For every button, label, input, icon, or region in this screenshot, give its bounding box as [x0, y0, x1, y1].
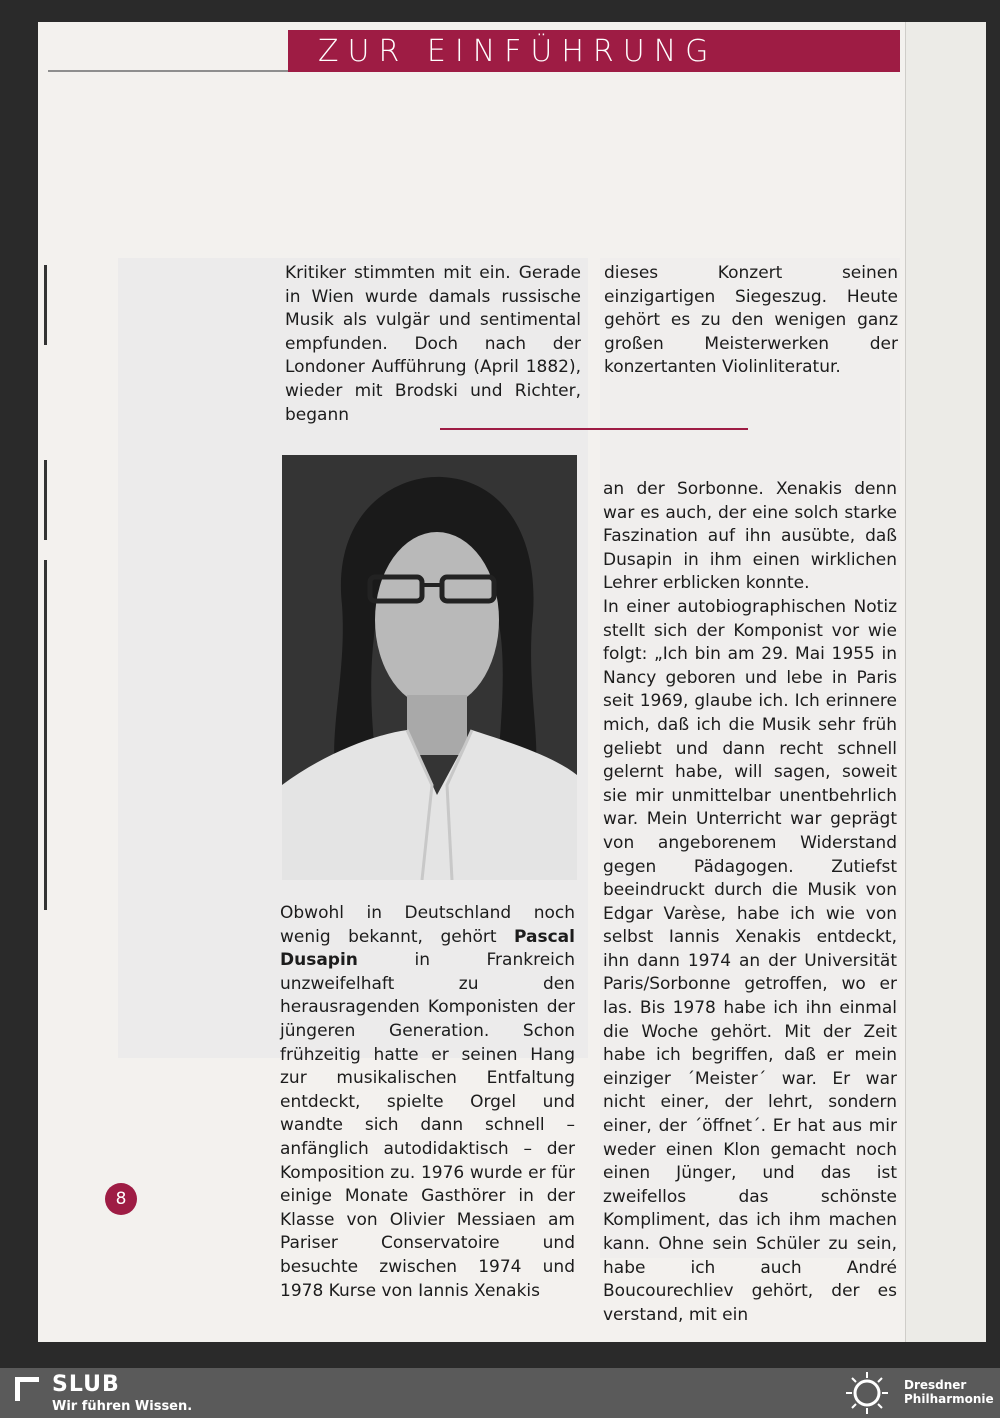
composer-name: Pascal Dusapin [280, 926, 575, 971]
section-divider [440, 428, 748, 430]
section-title: ZUR EINFÜHRUNG [318, 33, 718, 69]
binding-mark [44, 460, 47, 540]
philharmonie-line1: Dresdner [904, 1378, 967, 1392]
paragraph: dieses Konzert seinen einzigartigen Siegeszug. Heute gehört es zu den wenigen ganz großen Meisterwerken der konzertanten Violinliteratur. [604, 263, 898, 378]
page-number: 8 [105, 1183, 137, 1215]
column-right-top [604, 262, 898, 380]
binding-mark [44, 560, 47, 910]
philharmonie-logo-icon [842, 1370, 892, 1416]
philharmonie-line2: Philharmonie [904, 1392, 994, 1406]
column-right-bottom [603, 478, 897, 1327]
column-left-bottom [280, 902, 575, 1303]
philharmonie-name [904, 1378, 994, 1406]
intro-text: Obwohl in Deutschland noch wenig bekannt, gehört [280, 903, 575, 947]
portrait-illustration [282, 455, 577, 880]
paragraph [280, 902, 575, 1303]
footer-bar [0, 1368, 1000, 1418]
portrait-photo [282, 455, 577, 880]
slub-logo-icon [12, 1374, 42, 1404]
binding-mark [44, 265, 47, 345]
paragraph: In einer autobiographischen Notiz stellt sich der Komponist vor wie folgt: „Ich bin am 29. Mai 1955 in Nancy geboren und lebe in Paris seit 1969, glaube ich. Ich erinnere mich, daß ich die Musik sehr früh geliebt und dann recht schnell gelernt habe, will sagen, soweit sie mir unmittelbar unentbehrlich war. Mein Unterricht war geprägt von angeborenem Widerstand gegen Pädagogen. Zutiefst beeindruckt durch die Musik von Edgar Varèse, habe ich wie von selbst Iannis Xenakis entdeckt, ihn dann 1974 an der Universität Paris/Sorbonne getroffen, wo er las. Bis 1978 habe ich ihn einmal die Woche gehört. Mit der Zeit habe ich begriffen, daß er mein einziger ´Meister´ war. Er war nicht einer, der lehrt, sondern einer, der ´öffnet´. Er hat aus mir weder einen Klon gemacht noch einen Jünger, und das ist zweifellos das schönste Kompliment, das ich ihm machen kann. Ohne sein Schüler zu sein, habe ich auch André Boucourechliev gehört, der es verstand, mit ein [603, 596, 897, 1325]
slub-tagline: Wir führen Wissen. [52, 1399, 193, 1414]
paragraph: Kritiker stimmten mit ein. Gerade in Wien wurde damals russische Musik als vulgär und sentimental empfunden. Doch nach der Londoner Aufführung (April 1882), wieder mit Brodski und Richter, begann [285, 263, 581, 425]
page-edge-rule [48, 70, 288, 72]
paragraph: an der Sorbonne. Xenakis denn war es auch, der eine solch starke Faszination auf ihn ausübte, daß Dusapin in ihm einen wirklichen Lehrer erblicken konnte. [603, 479, 897, 594]
body-text: in Frankreich unzweifelhaft zu den herausragenden Komponisten der jüngeren Generation. Schon frühzeitig hatte er seinen Hang zur musikalischen Entfaltung entdeckt, spielte Orgel und wandte sich dann schnell – anfänglich autodidaktisch – der Komposition zu. 1976 wurde er für einige Monate Gasthörer in der Klasse von Olivier Messiaen am Pariser Conservatoire und besuchte zwischen 1974 und 1978 Kurse von Iannis Xenakis [280, 950, 576, 1301]
column-left-top [285, 262, 581, 427]
section-header [288, 30, 900, 72]
next-page-edge [905, 22, 986, 1342]
slub-name: SLUB [52, 1372, 120, 1397]
